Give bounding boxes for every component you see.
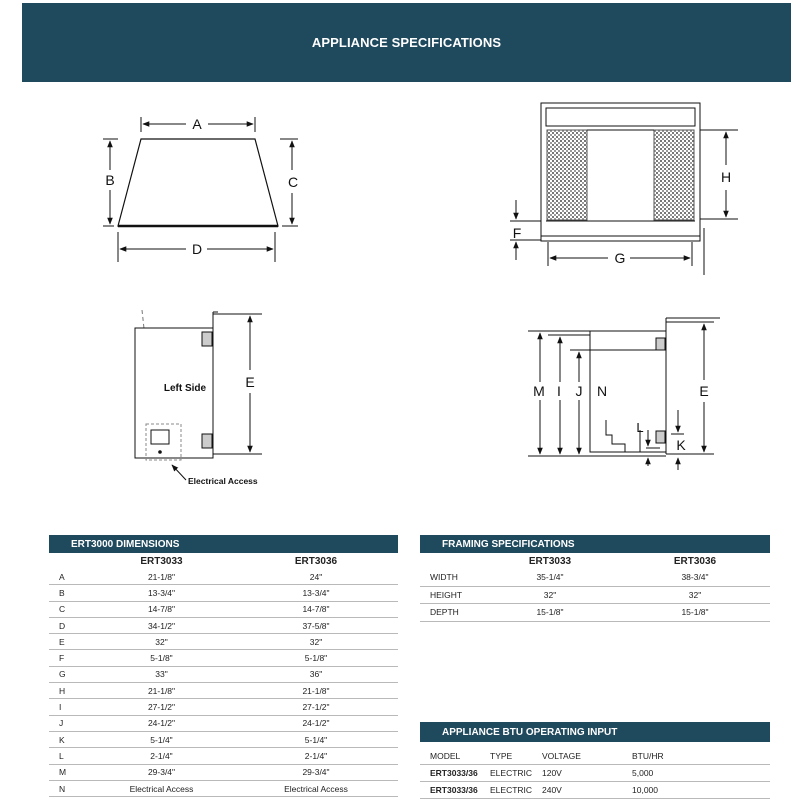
left-side-diagram	[135, 310, 262, 480]
label-k: K	[676, 437, 686, 453]
btu-value: 5,000	[632, 768, 654, 778]
dimension-label: A	[59, 571, 65, 582]
dimension-label: I	[59, 702, 62, 713]
label-e-right: E	[699, 383, 709, 399]
dimension-label: F	[59, 653, 65, 664]
framing-label: HEIGHT	[430, 589, 463, 600]
framing-value-ert3036: 15-1/8"	[681, 607, 709, 618]
dimensions-table	[49, 535, 398, 797]
dimension-value-ert3036: 32"	[309, 636, 323, 647]
dimension-value-ert3036: 37-5/8"	[302, 620, 330, 631]
dimensions-row	[49, 618, 398, 634]
label-m: M	[533, 383, 545, 399]
dimension-value-ert3033: 2-1/4"	[150, 750, 173, 761]
page-title: APPLIANCE SPECIFICATIONS	[311, 35, 502, 50]
dimension-value-ert3036: 29-3/4"	[302, 767, 330, 778]
dimension-value-ert3036: 2-1/4"	[304, 750, 328, 761]
dimension-value-ert3033: 34-1/2"	[147, 620, 176, 631]
framing-header-row	[420, 553, 770, 569]
dimension-value-ert3036: 36"	[309, 669, 323, 680]
dimensions-row	[49, 683, 398, 699]
dimensions-row	[49, 602, 398, 618]
dimension-value-ert3036: 5-1/8"	[304, 653, 328, 664]
label-g: G	[614, 250, 626, 266]
dimensions-header-row	[49, 553, 398, 569]
btu-table-title: APPLIANCE BTU OPERATING INPUT	[420, 722, 770, 742]
btu-table	[420, 722, 770, 799]
dimension-value-ert3033: Electrical Access	[129, 783, 194, 794]
btu-header-type: TYPE	[490, 751, 513, 761]
dimensions-row	[49, 765, 398, 781]
dimensions-row	[49, 634, 398, 650]
label-h: H	[720, 169, 732, 185]
dimensions-row	[49, 569, 398, 585]
dimension-value-ert3036: 14-7/8"	[302, 604, 330, 615]
dimension-label: D	[59, 620, 66, 631]
dimension-value-ert3036: 24-1/2"	[302, 718, 330, 729]
dimensions-col-ert3036: ERT3036	[294, 555, 338, 567]
dimensions-row	[49, 699, 398, 715]
btu-row	[420, 765, 770, 782]
framing-label: DEPTH	[430, 607, 459, 618]
btu-model: ERT3033/36	[430, 785, 478, 795]
framing-row	[420, 604, 770, 622]
label-j: J	[575, 383, 583, 399]
framing-label: WIDTH	[430, 572, 458, 583]
dimensions-row	[49, 748, 398, 764]
dimension-label: B	[59, 587, 65, 598]
dimension-label: H	[59, 685, 66, 696]
dimension-value-ert3036: 21-1/8"	[302, 685, 330, 696]
framing-row	[420, 569, 770, 587]
dimension-label: N	[59, 783, 66, 794]
btu-type: ELECTRIC	[490, 768, 533, 778]
label-e-left: E	[245, 374, 255, 390]
framing-table	[420, 535, 770, 622]
framing-value-ert3033: 32"	[543, 589, 557, 600]
btu-voltage: 120V	[542, 768, 562, 778]
dimension-value-ert3036: 5-1/4"	[304, 734, 328, 745]
btu-voltage: 240V	[542, 785, 562, 795]
dimension-label: E	[59, 636, 65, 647]
dimension-value-ert3036: 13-3/4"	[302, 587, 330, 598]
dimension-value-ert3033: 21-1/8"	[147, 571, 176, 582]
dimensions-row	[49, 667, 398, 683]
dimensions-col-ert3033: ERT3033	[140, 555, 183, 567]
label-l: L	[636, 420, 644, 435]
btu-value: 10,000	[632, 785, 658, 795]
label-a: A	[192, 116, 202, 132]
dimension-label: J	[59, 718, 64, 729]
btu-header-model: MODEL	[430, 751, 461, 761]
framing-row	[420, 587, 770, 605]
left-side-label: Left Side	[163, 383, 207, 394]
dimension-value-ert3033: 21-1/8"	[147, 685, 176, 696]
label-f: F	[512, 225, 522, 241]
dimension-label: K	[59, 734, 65, 745]
framing-value-ert3036: 38-3/4"	[681, 572, 709, 583]
framing-col-ert3033: ERT3033	[528, 555, 572, 567]
btu-model: ERT3033/36	[430, 768, 478, 778]
framing-col-ert3036: ERT3036	[673, 555, 717, 567]
dimensions-row	[49, 716, 398, 732]
framing-value-ert3036: 32"	[688, 589, 702, 600]
dimension-value-ert3033: 5-1/4"	[150, 734, 173, 745]
dimension-value-ert3033: 32"	[155, 636, 168, 647]
dimension-value-ert3033: 24-1/2"	[147, 718, 176, 729]
dimension-value-ert3033: 29-3/4"	[147, 767, 176, 778]
label-i: I	[557, 383, 561, 399]
dimension-value-ert3033: 13-3/4"	[147, 587, 176, 598]
dimensions-row	[49, 781, 398, 797]
dimension-value-ert3033: 33"	[155, 669, 168, 680]
label-d: D	[191, 241, 203, 257]
framing-value-ert3033: 15-1/8"	[536, 607, 564, 618]
dimensions-row	[49, 732, 398, 748]
framing-value-ert3033: 35-1/4"	[536, 572, 564, 583]
dimension-value-ert3033: 27-1/2"	[147, 702, 176, 713]
dimension-value-ert3036: 24"	[309, 571, 323, 582]
dimension-label: L	[59, 750, 64, 761]
framing-table-title: FRAMING SPECIFICATIONS	[420, 535, 770, 553]
dimensions-table-title: ERT3000 DIMENSIONS	[49, 535, 398, 553]
label-b: B	[105, 172, 115, 188]
btu-header-btu: BTU/HR	[632, 751, 664, 761]
btu-header-row	[420, 748, 770, 765]
dimension-value-ert3036: Electrical Access	[284, 783, 348, 794]
dimensions-row	[49, 585, 398, 601]
dimension-value-ert3036: 27-1/2"	[302, 702, 330, 713]
label-c: C	[287, 174, 299, 190]
label-n: N	[596, 383, 608, 399]
electrical-access-label: Electrical Access	[188, 476, 258, 486]
dimension-value-ert3033: 14-7/8"	[147, 604, 176, 615]
btu-header-voltage: VOLTAGE	[542, 751, 581, 761]
btu-row	[420, 782, 770, 799]
dimension-label: G	[59, 669, 66, 680]
btu-type: ELECTRIC	[490, 785, 533, 795]
dimension-value-ert3033: 5-1/8"	[150, 653, 173, 664]
dimension-label: C	[59, 604, 66, 615]
dimension-label: M	[59, 767, 67, 778]
dimensions-row	[49, 650, 398, 666]
